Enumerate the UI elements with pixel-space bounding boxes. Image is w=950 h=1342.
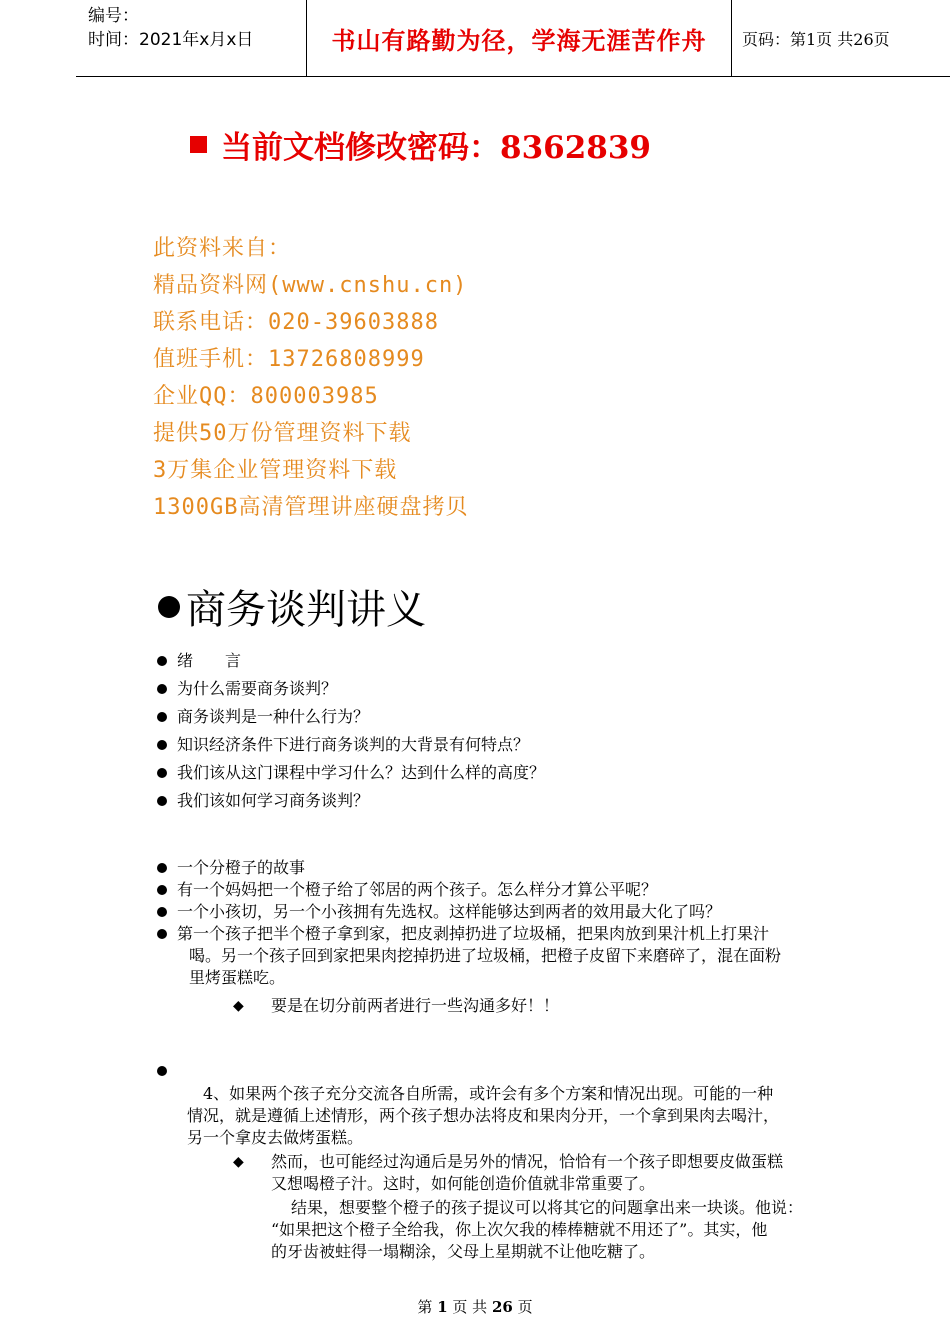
list-item bbox=[157, 879, 907, 901]
source-line: 联系电话：020-39603888 bbox=[153, 310, 439, 335]
list-item-text: 我们该从这门课程中学习什么？达到什么样的高度？ bbox=[177, 763, 546, 782]
bullet-icon bbox=[157, 929, 167, 939]
page-footer bbox=[0, 1296, 950, 1317]
source-line: 企业QQ：800003985 bbox=[153, 384, 379, 409]
list-item bbox=[157, 923, 907, 989]
header-motto: 书山有路勤为径，学海无涯苦作舟 bbox=[306, 0, 732, 76]
source-info-block bbox=[153, 230, 468, 526]
list-item bbox=[157, 648, 545, 676]
list-item bbox=[157, 760, 545, 788]
list-item-text: 知识经济条件下进行商务谈判的大背景有何特点？ bbox=[177, 735, 530, 754]
square-bullet-icon bbox=[190, 136, 207, 153]
paragraph-line: 另一个拿皮去做烤蛋糕。 bbox=[187, 1128, 364, 1147]
result-paragraph bbox=[271, 1197, 803, 1263]
diamond-bullet-icon: ◆ bbox=[233, 998, 244, 1014]
intro-list bbox=[157, 648, 545, 816]
list-item-text: 商务谈判是一种什么行为？ bbox=[177, 707, 370, 726]
password-notice-text: 当前文档修改密码：8362839 bbox=[221, 130, 651, 166]
footer-text: 页 共 bbox=[447, 1298, 492, 1316]
bullet-icon bbox=[157, 684, 167, 694]
source-line: 提供50万份管理资料下载 bbox=[153, 421, 412, 446]
list-item-text: 我们该如何学习商务谈判？ bbox=[177, 791, 370, 810]
paragraph-line: 情况，就是遵循上述情形，两个孩子想办法将皮和果肉分开，一个拿到果肉去喝汁， bbox=[187, 1106, 780, 1125]
list-item-text: 绪 言 bbox=[177, 651, 242, 670]
document-title bbox=[158, 578, 426, 635]
diamond-paragraph bbox=[233, 1151, 784, 1195]
footer-text: 页 bbox=[512, 1298, 533, 1316]
bullet-icon bbox=[157, 656, 167, 666]
footer-total-pages: 26 bbox=[491, 1298, 513, 1316]
source-line: 1300GB高清管理讲座硬盘拷贝 bbox=[153, 495, 469, 520]
list-item bbox=[157, 676, 545, 704]
bullet-icon bbox=[157, 712, 167, 722]
bullet-icon bbox=[157, 740, 167, 750]
bullet-icon bbox=[158, 596, 180, 618]
list-item bbox=[157, 704, 545, 732]
story-list bbox=[157, 857, 907, 989]
list-item-text: 喝。另一个孩子回到家把果肉挖掉扔进了垃圾桶，把橙子皮留下来磨碎了，混在面粉 bbox=[189, 946, 782, 965]
list-item bbox=[157, 857, 907, 879]
diamond-note bbox=[233, 995, 560, 1017]
paragraph-line: “如果把这个橙子全给我，你上次欠我的棒棒糖就不用还了”。其实，他 bbox=[271, 1220, 768, 1239]
bullet-icon bbox=[157, 796, 167, 806]
bullet-icon bbox=[157, 885, 167, 895]
bullet-icon bbox=[157, 1066, 167, 1076]
time-label: 时间：2021年x月x日 bbox=[88, 30, 254, 50]
paragraph-line: 的牙齿被蛀得一塌糊涂，父母上星期就不让他吃糖了。 bbox=[271, 1242, 656, 1261]
list-item-text: 有一个妈妈把一个橙子给了邻居的两个孩子。怎么样分才算公平呢？ bbox=[177, 880, 658, 899]
serial-label: 编号： bbox=[88, 6, 139, 26]
header-meta-cell bbox=[76, 0, 306, 76]
list-item-text: 一个小孩切，另一个小孩拥有先选权。这样能够达到两者的效用最大化了吗？ bbox=[177, 902, 722, 921]
paragraph-line: 4、如果两个孩子充分交流各自所需，或许会有多个方案和情况出现。可能的一种 bbox=[203, 1084, 774, 1103]
paragraph-line: 又想喝橙子汁。这时，如何能创造价值就非常重要了。 bbox=[271, 1174, 656, 1193]
diamond-bullet-icon: ◆ bbox=[233, 1154, 244, 1170]
paragraph-line: 然而，也可能经过沟通后是另外的情况，恰恰有一个孩子即想要皮做蛋糕 bbox=[271, 1152, 784, 1171]
document-title-text: 商务谈判讲义 bbox=[186, 587, 426, 633]
list-item bbox=[157, 732, 545, 760]
footer-page-number: 1 bbox=[437, 1298, 448, 1316]
source-line: 3万集企业管理资料下载 bbox=[153, 458, 398, 483]
source-line: 此资料来自： bbox=[153, 236, 292, 261]
source-line: 值班手机：13726808999 bbox=[153, 347, 425, 372]
list-item-text: 里烤蛋糕吃。 bbox=[189, 968, 286, 987]
list-item-text: 第一个孩子把半个橙子拿到家，把皮剥掉扔进了垃圾桶，把果肉放到果汁机上打果汁 bbox=[177, 924, 770, 943]
paragraph-4 bbox=[187, 1083, 779, 1149]
header-page-info: 页码：第1页 共26页 bbox=[742, 29, 890, 49]
footer-text: 第 bbox=[417, 1298, 438, 1316]
password-notice bbox=[190, 122, 651, 167]
list-item-text: 一个分橙子的故事 bbox=[177, 858, 306, 877]
diamond-note-text: 要是在切分前两者进行一些沟通多好！！ bbox=[271, 996, 560, 1015]
page-header bbox=[76, 0, 950, 77]
source-line: 精品资料网(www.cnshu.cn) bbox=[153, 273, 468, 298]
bullet-icon bbox=[157, 768, 167, 778]
list-item-text: 为什么需要商务谈判？ bbox=[177, 679, 338, 698]
list-item bbox=[157, 901, 907, 923]
list-item bbox=[157, 788, 545, 816]
bullet-icon bbox=[157, 907, 167, 917]
bullet-icon bbox=[157, 863, 167, 873]
paragraph-line: 结果，想要整个橙子的孩子提议可以将其它的问题拿出来一块谈。他说： bbox=[291, 1198, 804, 1217]
